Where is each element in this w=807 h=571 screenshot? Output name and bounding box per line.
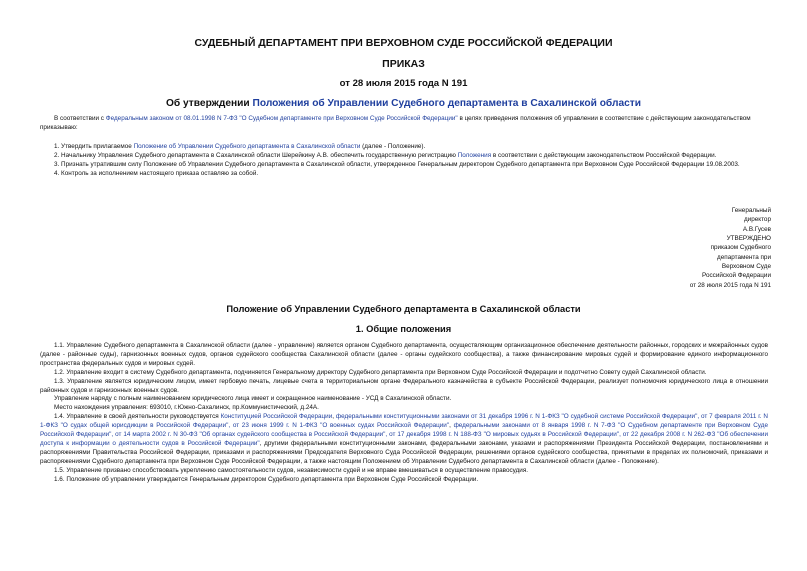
order-item-1 bbox=[40, 143, 768, 152]
document-type: ПРИКАЗ bbox=[382, 58, 425, 70]
order-1-text-start: 1. Утвердить прилагаемое bbox=[54, 143, 134, 150]
approval-line: Верховном Суде bbox=[721, 263, 771, 271]
clause-1-3-location: Место нахождения управления: 693010, г.Южно-Сахалинск, пр.Коммунистический, д.24А. bbox=[54, 404, 319, 412]
clause-1-4-text: , bbox=[332, 413, 336, 421]
clause-1-2: 1.2. Управление входит в систему Судебного департамента, подчиняется Генеральному директору Судебного департамента при Верховном Суде Российской Федерации и подотчетно Совету судей Сахалинской области. bbox=[54, 368, 707, 376]
federal-laws-link[interactable]: федеральными законами от 8 января 1998 г. N 7-ФЗ "О Судебном департаменте при Верховном Суде Российской Федерации", от 14 марта 2002 г. N 30-ФЗ "Об органах судейского сообщества в Российской Федерации", от 17 декабря 1998 г. N 188-ФЗ "О мировых судьях в Российской Федерации", от 22 декабря 2008 г. N 262-ФЗ "Об обеспечении доступа к информации о деятельности судов в Российской Федерации" bbox=[40, 422, 768, 447]
signature-line: директор bbox=[743, 216, 771, 224]
clause-1-4-text: , другими федеральными конституционными законами, федеральными законами, указами и распоряжениями Президента Российской Федерации, постановлениями и распоряжениями Правительства Российской Федерации, приказами и распоряжениями Председателя Верховного Суда Российской Федерации, решениями органов судейского сообщества, принятыми в пределах их полномочий, приказами и распоряжениями Судебного департамента при Верховном Суде Российской Федерации, а также настоящим Положением об Управлении Судебного департамента в Сахалинской области (далее - Положение). bbox=[40, 439, 768, 465]
constitutional-laws-link[interactable]: федеральными конституционными законами от 31 декабря 1996 г. N 1-ФКЗ "О судебной системе Российской Федерации", от 7 февраля 2011 г. N 1-ФКЗ "О судах общей юрисдикции в Российской Федерации", от 23 июня 1999 г. N 1-ФКЗ "О военных судах Российской Федерации" bbox=[40, 413, 768, 430]
orders-block bbox=[40, 143, 768, 179]
clause-1-3-short-name: Управление наряду с полным наименованием юридического лица имеет и сокращенное наименование - УСД в Сахалинской области. bbox=[54, 395, 452, 403]
regulation-short-link[interactable]: Положения bbox=[457, 151, 492, 159]
signature-approval-block bbox=[611, 206, 771, 290]
clause-1-3: 1.3. Управление является юридическим лицом, имеет гербовую печать, лицевые счета в территориальном органе Федерального казначейства в субъекте Российской Федерации, реализует полномочия юридического лица в отношении районных судов и гарнизонных военных судов. bbox=[40, 377, 768, 394]
clause-1-1: 1.1. Управление Судебного департамента в Сахалинской области (далее - управление) является органом Судебного департамента, осуществляющим организационное обеспечение деятельности районных, городских и межрайонных судов (далее - районные суды), гарнизонных военных судов, органов судейского сообщества Сахалинской области (далее - органы судейского сообщества), а также финансирование мировых судей и формирование единого информационного пространства федеральных судов и мировых судей. bbox=[40, 342, 768, 367]
regulation-link[interactable]: Положение об Управлении Судебного департамента в Сахалинской области bbox=[133, 143, 361, 150]
document-title-prefix: Об утверждении bbox=[165, 98, 253, 109]
clause-1-4-text: , bbox=[449, 422, 454, 430]
constitution-link[interactable]: Конституцией Российской Федерации bbox=[220, 413, 333, 421]
document-date-number: от 28 июля 2015 года N 191 bbox=[339, 78, 468, 89]
preamble-order-word: приказываю: bbox=[40, 123, 78, 131]
regulation-body bbox=[40, 342, 768, 485]
order-item-4: 4. Контроль за исполнением настоящего приказа оставляю за собой. bbox=[54, 169, 259, 177]
document-title-link[interactable]: Положения об Управлении Судебного департамента в Сахалинской области bbox=[252, 98, 642, 109]
signature-line: Генеральный bbox=[731, 207, 771, 214]
order-2-text-start: 2. Начальнику Управления Судебного департамента в Сахалинской области Шерейкину А.В. обеспечить государственную регистрацию bbox=[54, 151, 458, 159]
federal-law-link[interactable]: Федеральным законом от 08.01.1998 N 7-ФЗ "О Судебном департаменте при Верховном Суде Российской Федерации" bbox=[105, 115, 458, 122]
document-title bbox=[0, 98, 807, 109]
section-heading-general: 1. Общие положения bbox=[355, 324, 452, 334]
preamble-paragraph bbox=[40, 115, 768, 124]
order-1-text-end: (далее - Положение). bbox=[360, 143, 426, 150]
approval-line: Российской Федерации bbox=[702, 272, 771, 280]
signature-line: А.В.Гусев bbox=[742, 225, 771, 233]
preamble-text-end: в целях приведения положения об управлении в соответствие с действующим законодательством bbox=[457, 115, 751, 122]
issuing-organization: СУДЕБНЫЙ ДЕПАРТАМЕНТ ПРИ ВЕРХОВНОМ СУДЕ РОССИЙСКОЙ ФЕДЕРАЦИИ bbox=[194, 37, 613, 49]
clause-1-6: 1.6. Положение об управлении утверждается Генеральным директором Судебного департамента при Верховном Суде Российской Федерации. bbox=[54, 475, 479, 483]
approval-line: УТВЕРЖДЕНО bbox=[726, 235, 771, 243]
regulation-title: Положение об Управлении Судебного департамента в Сахалинской области bbox=[226, 304, 581, 314]
preamble-text-start: В соответствии с bbox=[54, 115, 106, 122]
clause-1-5: 1.5. Управление призвано способствовать укреплению самостоятельности судов, независимости судей и не вправе вмешиваться в осуществление правосудия. bbox=[54, 466, 529, 474]
approval-line: от 28 июля 2015 года N 191 bbox=[689, 281, 771, 289]
order-item-2 bbox=[40, 152, 768, 161]
approval-line: приказом Судебного bbox=[710, 244, 771, 252]
order-item-3: 3. Признать утратившим силу Положение об Управлении Судебного департамента в Сахалинской области, утвержденное Генеральным директором Судебного департамента при Верховном Суде Российской Федерации 19.08.2003. bbox=[54, 160, 740, 168]
order-2-text-end: в соответствии с действующим законодательством Российской Федерации. bbox=[491, 151, 717, 159]
clause-1-4-text: 1.4. Управление в своей деятельности руководствуется bbox=[54, 413, 221, 421]
clause-1-4 bbox=[40, 413, 768, 466]
approval-line: департамента при bbox=[717, 253, 771, 261]
preamble-block bbox=[40, 115, 768, 133]
